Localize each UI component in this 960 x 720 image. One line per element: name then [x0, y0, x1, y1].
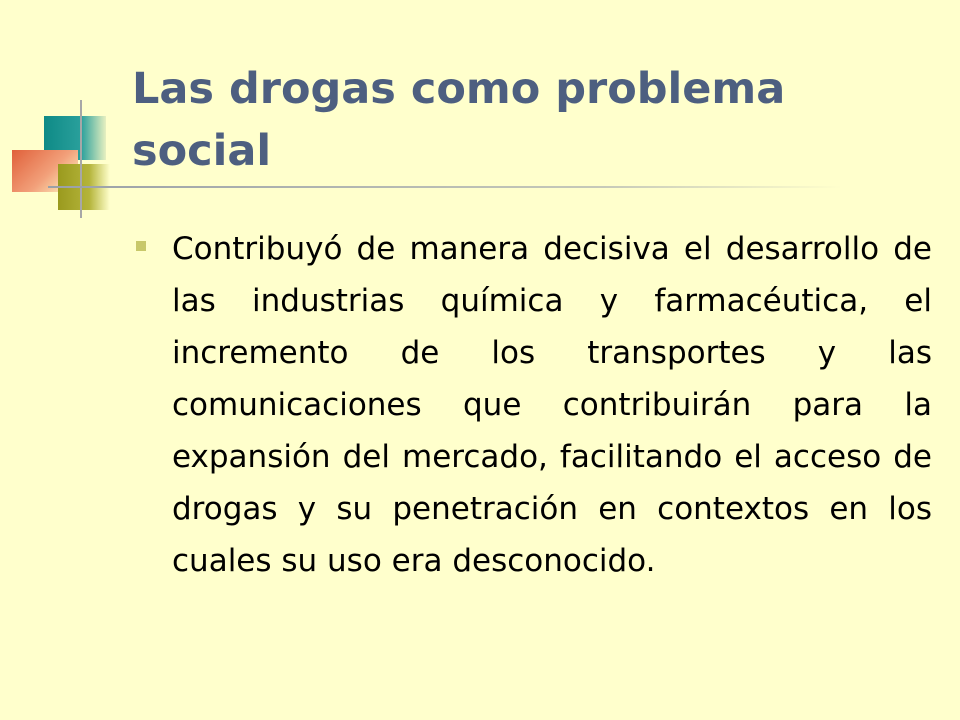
bullet-text: Contribuyó de manera decisiva el desarrollo de las industrias química y farmacéutica, el incremento de los transportes y las comunicaciones que contribuirán para la expansión del mercado, facilitando el acceso de drogas y su penetración en contextos en los cuales su uso era desconocido. — [172, 231, 932, 579]
slide-title: Las drogas como problema social — [132, 64, 786, 176]
bullet-square-icon — [136, 241, 146, 251]
vertical-rule — [80, 100, 82, 218]
title-underline-rule — [48, 186, 842, 188]
